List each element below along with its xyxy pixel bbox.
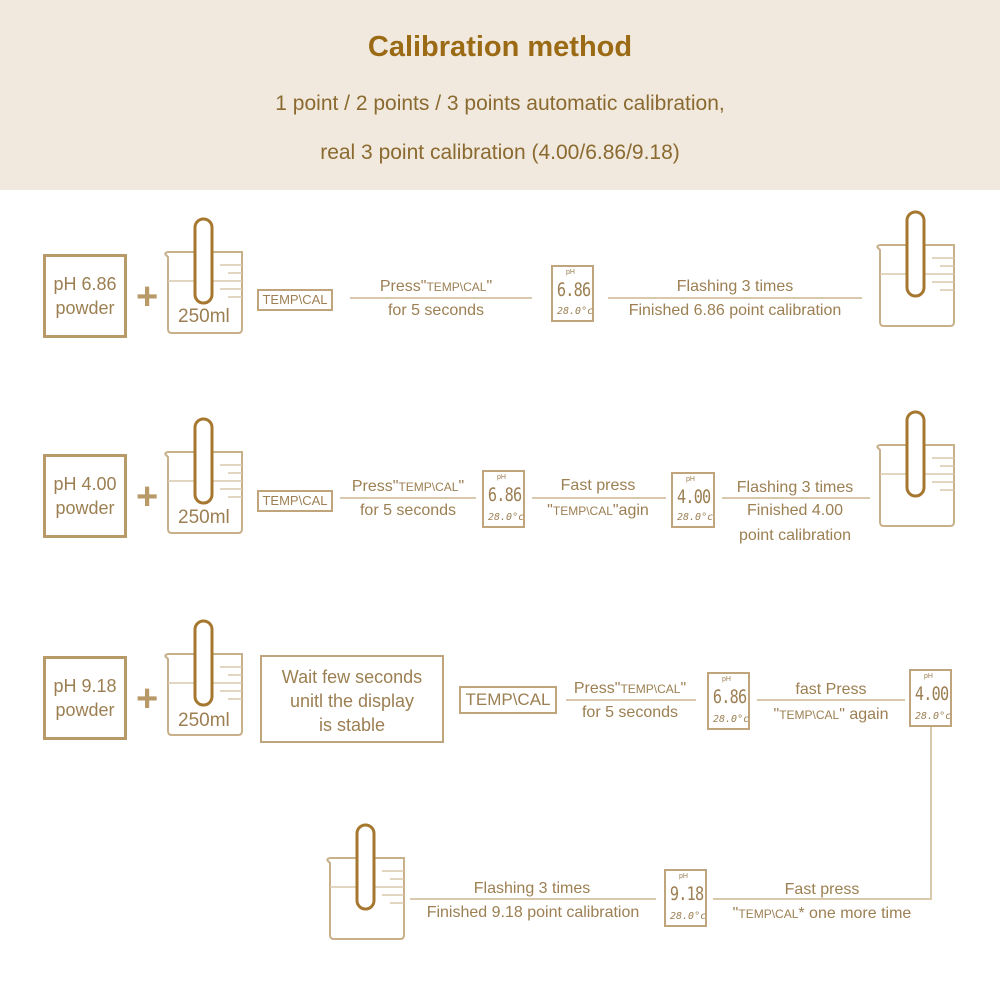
page-title: Calibration method [367,31,633,63]
plus-icon: + [136,476,159,518]
beaker-volume-label: 250ml [178,710,230,731]
wait-line-1: Wait few seconds [281,667,423,687]
ph-meter-display: pH 6.86 28.0°c [707,672,750,730]
meter-temp-value: 28.0°c [713,714,750,725]
beaker-icon [870,210,964,330]
connector-line [757,699,905,701]
result-line-2: Finished 4.00 [746,502,844,519]
beaker-volume-label: 250ml [178,507,230,528]
meter-ph-value: 9.18 [669,883,704,905]
wait-line-2: unitl the display [289,691,415,711]
result-line-1: Flashing 3 times [473,880,591,897]
meter-temp-value: 28.0°c [915,711,952,722]
powder-value: pH 9.18 [53,676,117,696]
press-instruction: Press"TEMP\CAL" [379,278,493,295]
beaker-volume-label: 250ml [178,306,230,327]
powder-label: powder [55,298,115,318]
fast-press-line-1: fast Press [795,681,867,698]
subtitle-line-2: real 3 point calibration (4.00/6.86/9.18) [320,141,680,164]
powder-value: pH 6.86 [53,274,117,294]
meter-ph-value: 6.86 [712,686,747,708]
wait-note-box [260,655,444,743]
wait-line-3: is stable [318,715,386,735]
result-line-3: point calibration [738,527,852,544]
press-instruction: Press"TEMP\CAL" [351,478,465,495]
connector-line [532,497,666,499]
ph-meter-display: pH 6.86 28.0°c [482,470,525,528]
result-line-2: Finished 6.86 point calibration [628,302,842,319]
powder-box-400 [43,454,127,538]
header-banner [0,0,1000,190]
connector-line [410,898,656,900]
powder-label: powder [55,700,115,720]
meter-ph-value: 4.00 [914,683,949,705]
result-line-1: Flashing 3 times [736,479,854,496]
connector-line [340,497,476,499]
beaker-icon [322,823,412,943]
fast-press-line-2: "TEMP\CAL" again [773,706,889,723]
connector-line-vertical [930,727,932,898]
connector-line [722,497,870,499]
result-line-1: Flashing 3 times [676,278,794,295]
result-line-2: Finished 9.18 point calibration [426,904,640,921]
temp-cal-button[interactable]: TEMP\CAL [257,289,333,311]
meter-temp-value: 28.0°c [670,911,707,922]
subtitle-line-1: 1 point / 2 points / 3 points automatic calibration, [275,92,725,115]
meter-ph-value: 6.86 [487,484,522,506]
temp-cal-button[interactable]: TEMP\CAL [257,490,333,512]
press-duration: for 5 seconds [387,302,485,319]
meter-temp-value: 28.0°c [557,306,594,317]
beaker-icon [870,410,964,530]
ph-meter-display: pH 4.00 28.0°c [909,669,952,727]
meter-temp-value: 28.0°c [488,512,525,523]
powder-value: pH 4.00 [53,474,117,494]
ph-meter-display: pH 9.18 28.0°c [664,869,707,927]
powder-box-686 [43,254,127,338]
connector-line [608,297,862,299]
powder-label: powder [55,498,115,518]
press-duration: for 5 seconds [359,502,457,519]
temp-cal-button[interactable]: TEMP\CAL [459,686,557,714]
fast-press-line-1: Fast press [560,477,636,494]
connector-line [350,297,532,299]
meter-temp-value: 28.0°c [677,512,714,523]
fast-press-line-2: "TEMP\CAL"agin [547,502,649,519]
connector-line [566,699,696,701]
meter-ph-value: 6.86 [556,279,591,301]
plus-icon: + [136,678,159,720]
ph-meter-display: pH 6.86 28.0°c [551,265,594,322]
press-instruction: Press"TEMP\CAL" [573,680,687,697]
fast-press-line-1: Fast press [784,881,860,898]
fast-press-line-2: "TEMP\CAL* one more time [732,905,912,922]
ph-meter-display: pH 4.00 28.0°c [671,472,715,528]
connector-line [713,898,932,900]
press-duration: for 5 seconds [581,704,679,721]
powder-box-918 [43,656,127,740]
plus-icon: + [136,276,159,318]
meter-ph-value: 4.00 [677,486,711,508]
